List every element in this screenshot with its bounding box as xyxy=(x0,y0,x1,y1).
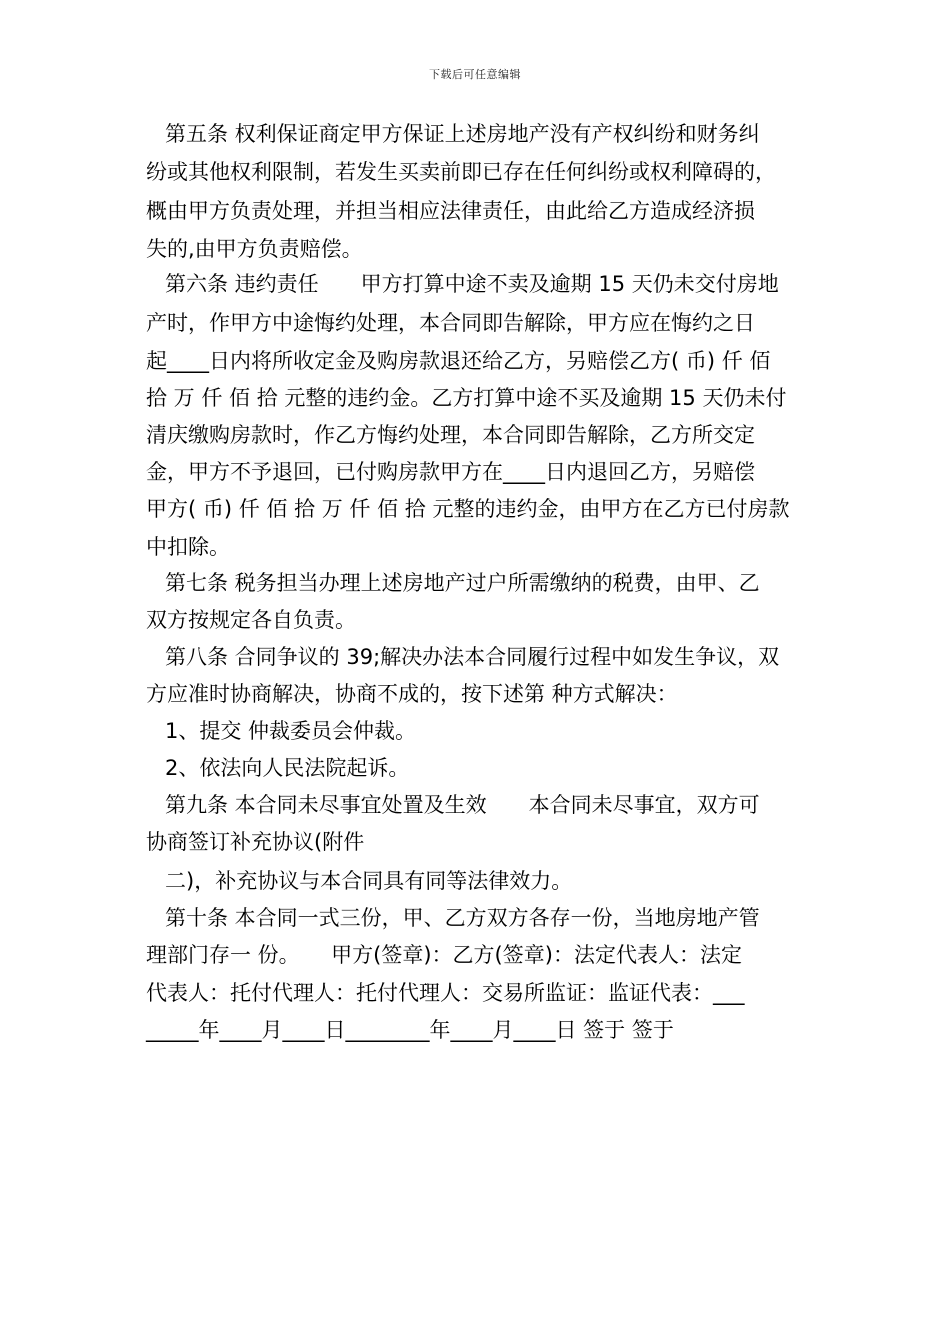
art6-line-4: 拾 万 仟 佰 拾 元整的违约金。乙方打算中途不买及逾期 15 天仍未付 xyxy=(146,386,787,410)
art6-line-8: 中扣除。 xyxy=(146,535,230,559)
art5-line-2: 纷或其他权利限制，若发生买卖前即已存在任何纠纷或权利障碍的， xyxy=(146,160,776,184)
page-header: 下载后可任意编辑 xyxy=(429,68,521,81)
art10-line-4: _____年____月____日________年____月____日 签于 签于 xyxy=(146,1018,674,1042)
art8-option-2: 2、依法向人民法院起诉。 xyxy=(165,756,410,780)
art9-line-1: 第九条 本合同未尽事宜处置及生效 本合同未尽事宜，双方可 xyxy=(165,793,760,817)
art8-option-1: 1、提交 仲裁委员会仲裁。 xyxy=(165,719,417,743)
art5-line-4: 失的,由甲方负责赔偿。 xyxy=(146,237,363,261)
art6-line-7: 甲方( 币) 仟 佰 拾 万 仟 佰 拾 元整的违约金，由甲方在乙方已付房款 xyxy=(146,497,790,521)
art6-line-5: 清庆缴购房款时，作乙方悔约处理，本合同即告解除，乙方所交定 xyxy=(146,423,755,447)
art6-line-2: 产时，作甲方中途悔约处理，本合同即告解除，甲方应在悔约之日 xyxy=(146,311,755,335)
art5-line-1: 第五条 权利保证商定甲方保证上述房地产没有产权纠纷和财务纠 xyxy=(165,122,760,146)
art8-line-2: 方应准时协商解决，协商不成的，按下述第 种方式解决： xyxy=(146,682,678,706)
art9-line-3: 二)，补充协议与本合同具有同等法律效力。 xyxy=(165,869,573,893)
art10-line-2: 理部门存一 份。 甲方(签章)：乙方(签章)：法定代表人：法定 xyxy=(146,943,742,967)
art6-line-1: 第六条 违约责任 甲方打算中途不卖及逾期 15 天仍未交付房地 xyxy=(165,272,779,296)
art8-line-1: 第八条 合同争议的 39;解决办法本合同履行过程中如发生争议，双 xyxy=(165,645,780,669)
art7-line-2: 双方按规定各自负责。 xyxy=(146,608,356,632)
art7-line-1: 第七条 税务担当办理上述房地产过户所需缴纳的税费，由甲、乙 xyxy=(165,571,760,595)
art10-line-3: 代表人：托付代理人：托付代理人：交易所监证：监证代表：___ xyxy=(146,981,745,1005)
art9-line-2: 协商签订补充协议(附件 xyxy=(146,830,365,854)
art6-line-6: 金，甲方不予退回，已付购房款甲方在____日内退回乙方，另赔偿 xyxy=(146,460,755,484)
art10-line-1: 第十条 本合同一式三份，甲、乙方双方各存一份，当地房地产管 xyxy=(165,906,760,930)
art6-line-3: 起____日内将所收定金及购房款退还给乙方，另赔偿乙方( 币) 仟 佰 xyxy=(146,349,771,373)
art5-line-3: 概由甲方负责处理，并担当相应法律责任，由此给乙方造成经济损 xyxy=(146,199,755,223)
